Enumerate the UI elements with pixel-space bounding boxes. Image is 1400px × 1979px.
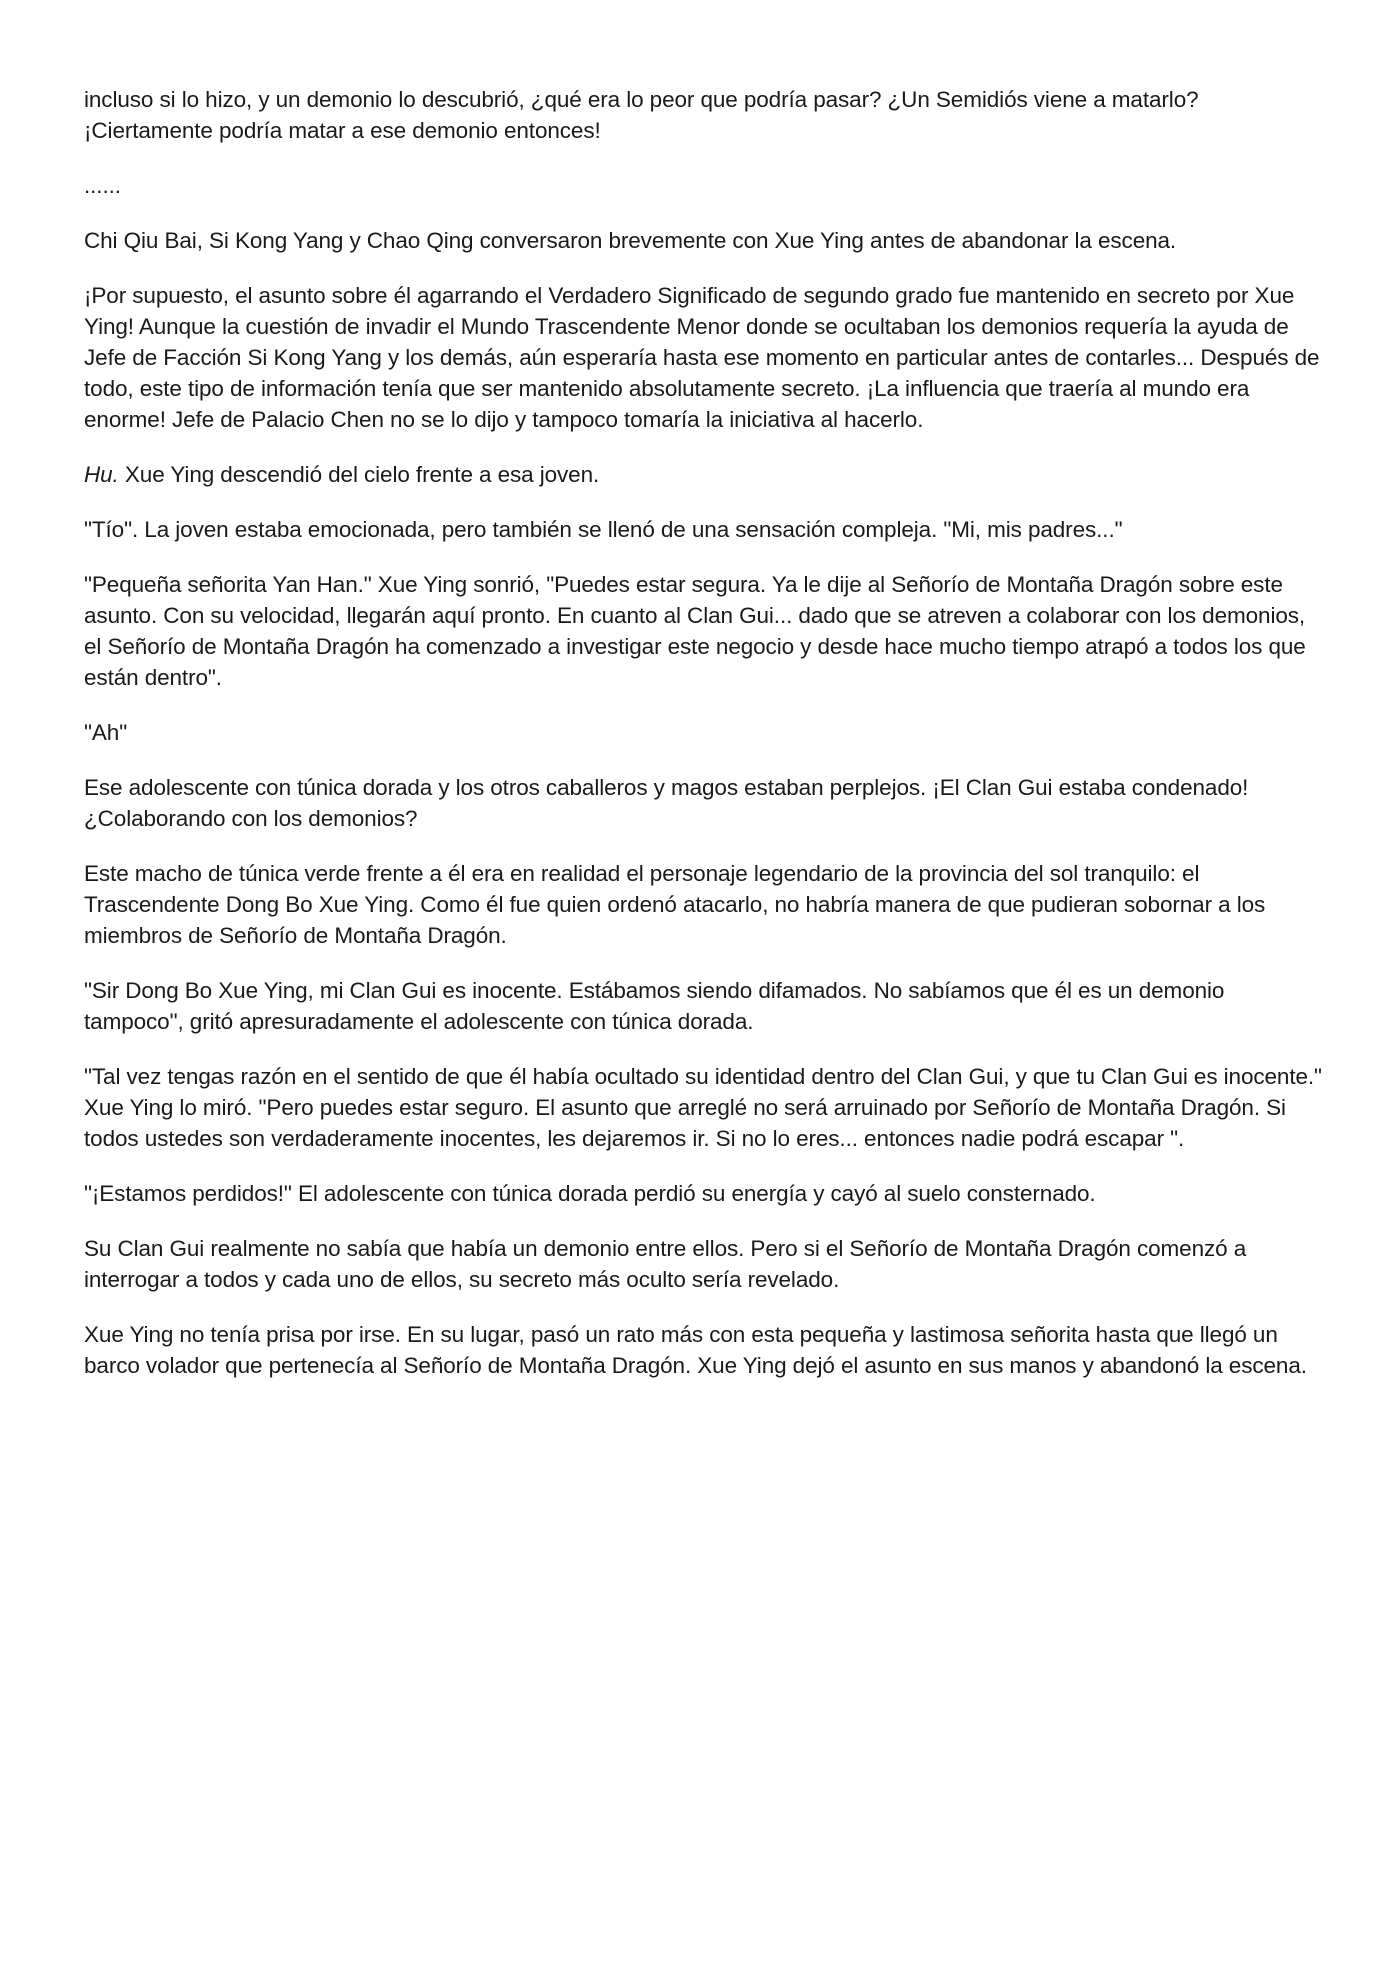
paragraph-6: "Tío". La joven estaba emocionada, pero también se llenó de una sensación compleja. "Mi, mis padres..." xyxy=(84,517,1123,542)
paragraph-10: Este macho de túnica verde frente a él era en realidad el personaje legendario de la provincia del sol tranquilo: el Trascendente Dong Bo Xue Ying. Como él fue quien ordenó atacarlo, no habría manera de que pudieran sobornar a los miembros de Señorío de Montaña Dragón. xyxy=(84,861,1266,948)
paragraph-1: incluso si lo hizo, y un demonio lo descubrió, ¿qué era lo peor que podría pasar? ¿Un Semidiós viene a matarlo? ¡Ciertamente podría matar a ese demonio entonces! xyxy=(84,87,1199,143)
paragraph-13: "¡Estamos perdidos!" El adolescente con túnica dorada perdió su energía y cayó al suelo consternado. xyxy=(84,1181,1096,1206)
paragraph-12: "Tal vez tengas razón en el sentido de que él había ocultado su identidad dentro del Clan Gui, y que tu Clan Gui es inocente." Xue Ying lo miró. "Pero puedes estar seguro. El asunto que arreglé no será arruinado por Señorío de Montaña Dragón. Si todos ustedes son verdaderamente inocentes, les dejaremos ir. Si no lo eres... entonces nadie podrá escapar ". xyxy=(84,1064,1322,1151)
paragraph-7: "Pequeña señorita Yan Han." Xue Ying sonrió, "Puedes estar segura. Ya le dije al Señorío de Montaña Dragón sobre este asunto. Con su velocidad, llegarán aquí pronto. En cuanto al Clan Gui... dado que se atreven a colaborar con los demonios, el Señorío de Montaña Dragón ha comenzado a investigar este negocio y desde hace mucho tiempo atrapó a todos los que están dentro". xyxy=(84,572,1306,690)
paragraph-8: "Ah" xyxy=(84,720,128,745)
paragraph-3: Chi Qiu Bai, Si Kong Yang y Chao Qing conversaron brevemente con Xue Ying antes de abandonar la escena. xyxy=(84,228,1177,253)
paragraph-2: ...... xyxy=(84,173,121,198)
document-page xyxy=(84,84,1322,1405)
paragraph-4: ¡Por supuesto, el asunto sobre él agarrando el Verdadero Significado de segundo grado fue mantenido en secreto por Xue Ying! Aunque la cuestión de invadir el Mundo Trascendente Menor donde se ocultaban los demonios requería la ayuda de Jefe de Facción Si Kong Yang y los demás, aún esperaría hasta ese momento en particular antes de contarles... Después de todo, este tipo de información tenía que ser mantenido absolutamente secreto. ¡La influencia que traería al mundo era enorme! Jefe de Palacio Chen no se lo dijo y tampoco tomaría la iniciativa al hacerlo. xyxy=(84,283,1320,432)
paragraph-9: Ese adolescente con túnica dorada y los otros caballeros y magos estaban perplejos. ¡El Clan Gui estaba condenado! ¿Colaborando con los demonios? xyxy=(84,775,1249,831)
paragraph-14: Su Clan Gui realmente no sabía que había un demonio entre ellos. Pero si el Señorío de Montaña Dragón comenzó a interrogar a todos y cada uno de ellos, su secreto más oculto sería revelado. xyxy=(84,1236,1247,1292)
paragraph-15: Xue Ying no tenía prisa por irse. En su lugar, pasó un rato más con esta pequeña y lastimosa señorita hasta que llegó un barco volador que pertenecía al Señorío de Montaña Dragón. Xue Ying dejó el asunto en sus manos y abandonó la escena. xyxy=(84,1322,1307,1378)
paragraph-11: "Sir Dong Bo Xue Ying, mi Clan Gui es inocente. Estábamos siendo difamados. No sabíamos que él es un demonio tampoco", gritó apresuradamente el adolescente con túnica dorada. xyxy=(84,978,1225,1034)
italic-onomatopoeia: Hu. xyxy=(84,462,119,487)
paragraph-5: Hu. Xue Ying descendió del cielo frente a esa joven. xyxy=(84,462,600,487)
